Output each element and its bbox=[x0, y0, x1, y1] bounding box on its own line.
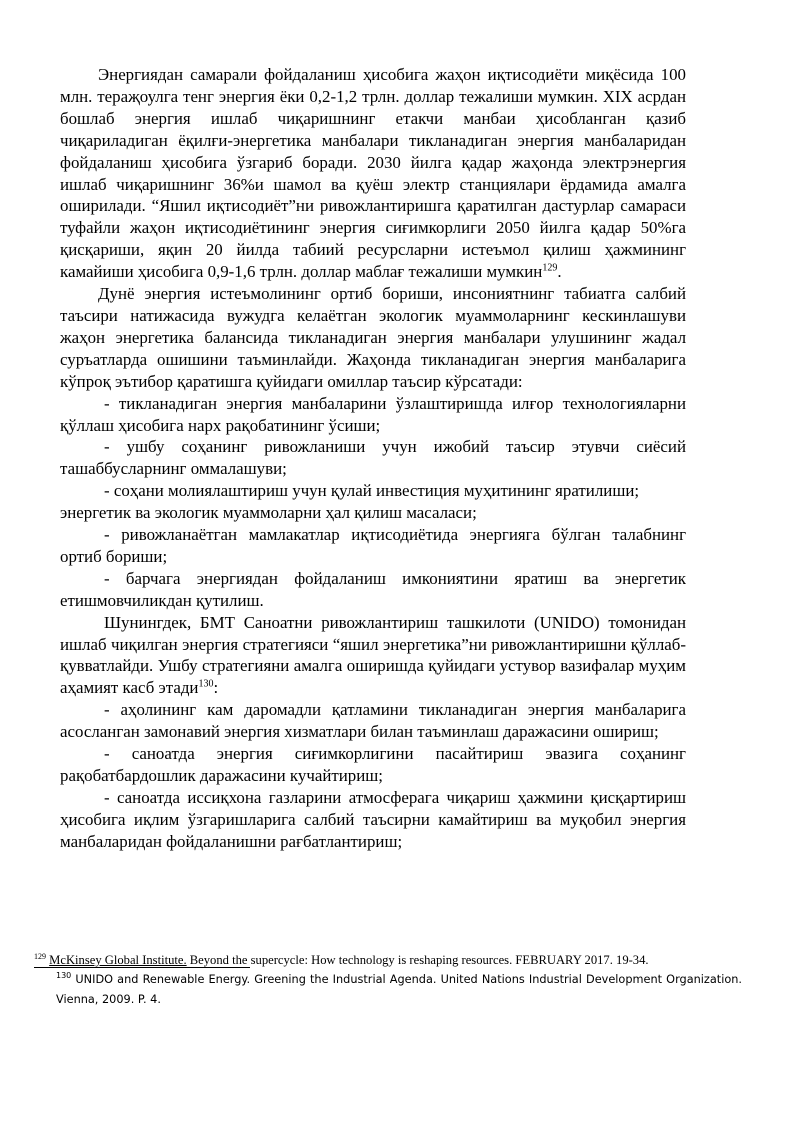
list-item: - барчага энергиядан фойдаланиш имкониятини яратиш ва энергетик етишмовчиликдан қутилиш. bbox=[60, 568, 686, 610]
list-item: энергетик ва экологик муаммоларни ҳал қилиш масаласи; bbox=[60, 503, 477, 523]
list-item: - ривожланаётган мамлакатлар иқтисодиётида энергияга бўлган талабнинг ортиб бориши; bbox=[60, 525, 686, 566]
paragraph: Шунингдек, БМТ Саноатни ривожлантириш ташкилоти (UNIDO) томонидан ишлаб чиқилган энергия стратегияси “яшил энергетика”ни ривожлантиришни қўллаб-қувватлайди. Ушбу стратегияни амалга оширишда қуйидаги устувор вазифалар муҳим аҳамият касб этади$^{130}$: bbox=[60, 612, 686, 698]
list-item: - саноатда иссиқхона газларини атмосферага чиқариш ҳажмини қисқартириш ҳисобига иқлим ўзгаришларига салбий таъсирни камайтириш ва муқобил энергия манбаларидан фойдаланишни рағбатлантириш; bbox=[60, 787, 686, 851]
footnote-source-link[interactable]: McKinsey Global Institute. bbox=[49, 953, 187, 967]
document-body bbox=[60, 64, 686, 853]
footnote-ref[interactable]: 129 bbox=[542, 262, 558, 274]
paragraph: Дунё энергия истеъмолининг ортиб бориши, инсониятнинг табиатга салбий таъсири натижасида вужудга келаётган экологик муаммоларнинг кескинлашуви жаҳон энергетика балансида тикланадиган энергия манбалари улушининг жадал суръатларда ошишини таъминлайди. Жаҳонда тикланадиган энергия манбаларига кўпроқ эътибор қаратишга қуйидаги омиллар таъсир кўрсатади: bbox=[60, 284, 686, 391]
list-item: - аҳолининг кам даромадли қатламини тикланадиган энергия манбаларига асосланган замонавий энергия хизматлари билан таъминлаш даражасини ошириш; bbox=[60, 700, 686, 742]
list-item: - ушбу соҳанинг ривожланиши учун ижобий таъсир этувчи сиёсий ташаббусларнинг оммалашуви; bbox=[60, 437, 686, 479]
footnote-130: $^{130}$ UNIDO and Renewable Energy. Greening the Industrial Agenda. United Nations Industrial Development Organization. Vienna, 2009. P. 4. bbox=[56, 971, 742, 1006]
paragraph: Энергиядан самарали фойдаланиш ҳисобига жаҳон иқтисодиёти миқёсида 100 млн. тераҗоулга тенг энергия ёки 0,2-1,2 трлн. доллар тежалиши мумкин. XIX асрдан бошлаб энергия ишлаб чиқаришнинг етакчи манбаи ҳисобланган қазиб чиқариладиган ёқилғи-энергетика манбалари тикланадиган энергия манбаларидан фойдаланиш ҳисобига ўзгариб боради. 2030 йилга қадар жаҳонда электрэнергия ишлаб чиқаришнинг 36%и шамол ва қуёш электр станциялари ёрдамида амалга оширилади. “Яшил иқтисодиёт”ни ривожлантиришга қаратилган дастурлар самараси туфайли жаҳон иқтисодиётининг энергия сиғимкорлиги 2050 йилга қадар 50%га қисқариши, яқин 20 йилда табиий ресурсларни истеъмол қилиш ҳажмининг камайиши ҳисобига 0,9-1,6 трлн. доллар маблағ тежалиши мумкин$^{129}$. bbox=[60, 65, 686, 282]
footnote-ref[interactable]: 130 bbox=[198, 678, 214, 690]
footnote-129: $^{129}$ McKinsey Global Institute. Beyond the supercycle: How technology is reshaping resources. FEBRUARY 2017. 19-34. bbox=[34, 951, 649, 967]
list-item: - саноатда энергия сиғимкорлигини пасайтириш эвазига соҳанинг рақобатбардошлик даражасини кучайтириш; bbox=[60, 744, 686, 785]
list-item: - соҳани молиялаштириш учун қулай инвестиция муҳитининг яратилиши; bbox=[104, 481, 640, 501]
list-item: - тикланадиган энергия манбаларини ўзлаштиришда илғор технологияларни қўллаш ҳисобига нарх рақобатининг ўсиши; bbox=[60, 393, 686, 435]
